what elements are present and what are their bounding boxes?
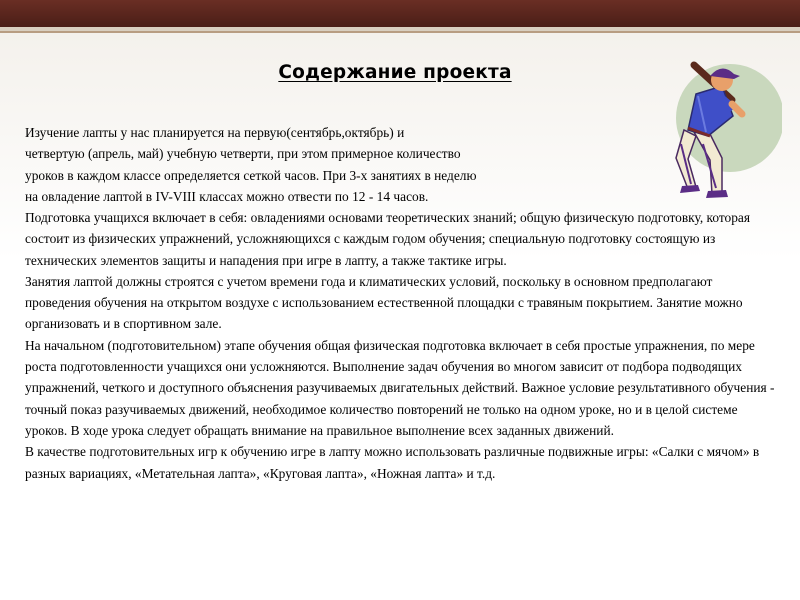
slide-title: Содержание проекта xyxy=(278,62,512,83)
baseball-batter-icon xyxy=(636,56,782,206)
body-text xyxy=(25,207,775,484)
paragraph-conditions: Занятия лаптой должны строятся с учетом времени года и климатических условий, поскольку в основном предполагают проведения обучения на открытом воздухе с использованием естественной площадки с травяным покрытием. Занятие можно организовать и в спортивном зале. xyxy=(25,273,743,332)
paragraph-initial-stage: На начальном (подготовительном) этапе обучения общая физическая подготовка включает в себя простые упражнения, по мере роста подготовленности учащихся они усложняются. Выполнение задач обучения во многом зависит от подбора подводящих упражнений, четкого и доступного объяснения разучиваемых двигательных действий. Важное условие результативного обучения - точный показ разучиваемых движений, необходимое количество повторений не только на одном уроке, но и в целой системе уроков. В ходе урока следует обращать внимание на правильное выполнение всех заданных движений. xyxy=(25,337,775,438)
header-bar xyxy=(0,0,800,27)
intro-line: четвертую (апрель, май) учебную четверти, при этом примерное количество xyxy=(25,146,461,162)
intro-line: уроков в каждом классе определяется сеткой часов. При 3-х занятиях в неделю xyxy=(25,167,477,183)
paragraph-preparation: Подготовка учащихся включает в себя: овладениями основами теоретических знаний; общую физическую подготовку, которая состоит из физических упражнений, усложняющихся с каждым годом обучения; специальную подготовку состоящую из технических элементов защиты и нападения при игре в лапту, а также тактике игры. xyxy=(25,210,751,268)
intro-line: Изучение лапты у нас планируется на первую(сентябрь,октябрь) и xyxy=(25,125,405,140)
intro-text xyxy=(25,122,645,207)
paragraph-games: В качестве подготовительных игр к обучению игре в лапту можно использовать различные подвижные игры: «Салки с мячом» в разных вариациях, «Метательная лапта», «Круговая лапта», «Ножная лапта» и т.д. xyxy=(25,444,760,481)
intro-line: на овладение лаптой в IV-VIII классах можно отвести по 12 - 14 часов. xyxy=(25,188,429,204)
